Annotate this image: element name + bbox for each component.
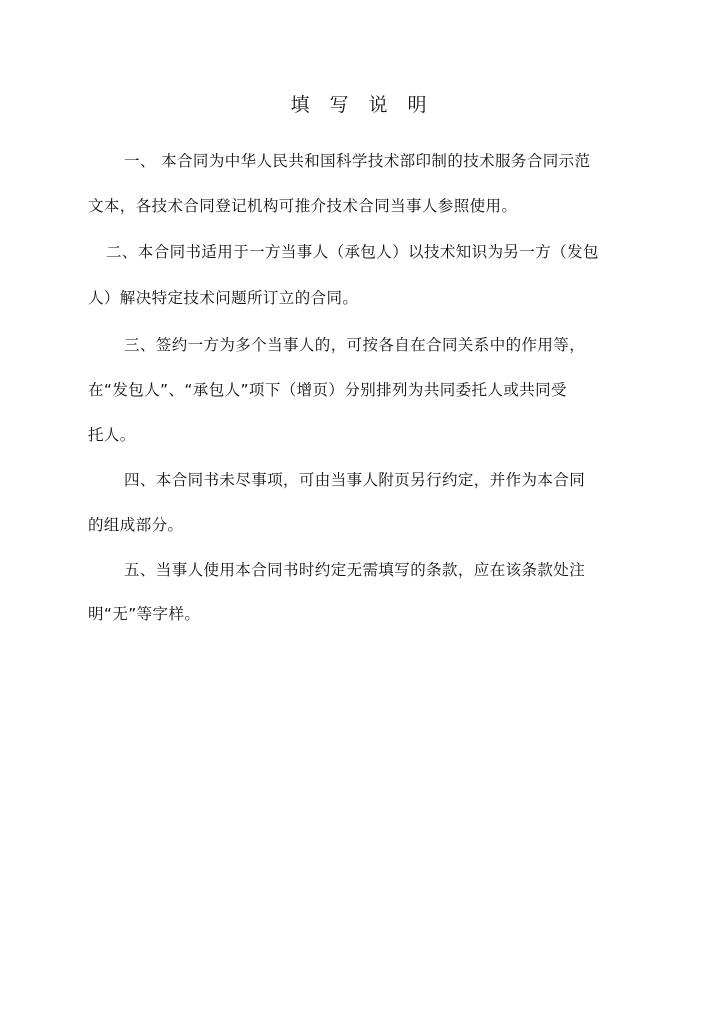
paragraph-2-line-1: 二、本合同书适用于一方当事人（承包人）以技术知识为另一方（发包 <box>106 243 599 261</box>
paragraph-1-line-2: 文本，各技术合同登记机构可推介技术合同当事人参照使用。 <box>88 197 518 215</box>
paragraph-2-line-2: 人）解决特定技术问题所订立的合同。 <box>88 289 359 307</box>
page-title: 填 写 说 明 <box>290 94 434 116</box>
paragraph-1-line-1: 一、 本合同为中华人民共和国科学技术部印制的技术服务合同示范 <box>124 152 591 170</box>
paragraph-3-line-1: 三、签约一方为多个当事人的，可按各自在合同关系中的作用等， <box>124 336 586 354</box>
paragraph-3-line-3: 托人。 <box>88 426 136 444</box>
paragraph-5-line-2: 明“无”等字样。 <box>88 605 201 623</box>
paragraph-3-line-2: 在“发包人”、“承包人”项下（增页）分别排列为共同委托人或共同受 <box>88 381 567 399</box>
paragraph-5-line-1: 五、当事人使用本合同书时约定无需填写的条款，应在该条款处注 <box>124 561 586 579</box>
paragraph-4-line-2: 的组成部分。 <box>88 516 184 534</box>
paragraph-4-line-1: 四、本合同书未尽事项，可由当事人附页另行约定，并作为本合同 <box>124 471 586 489</box>
